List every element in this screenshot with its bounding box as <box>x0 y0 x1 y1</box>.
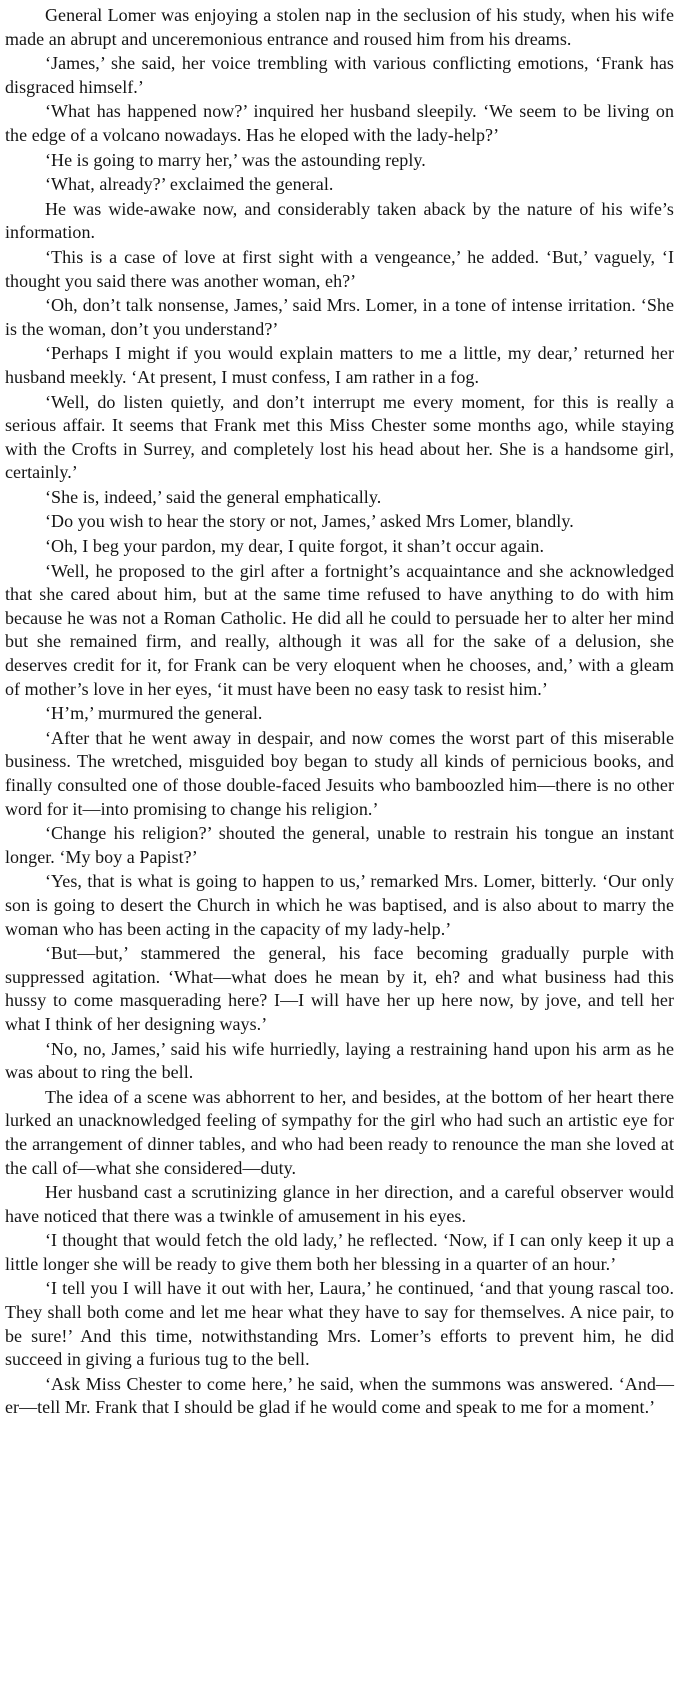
paragraph: ‘After that he went away in despair, and now comes the worst part of this miserable business. The wretched, misguided boy began to study all kinds of pernicious books, and finally consulted one of those double-faced Jesuits who bamboozled him—there is no other word for it—into promising to change his religion.’ <box>5 727 674 819</box>
paragraph: ‘Yes, that is what is going to happen to us,’ remarked Mrs. Lomer, bitterly. ‘Our only son is going to desert the Church in which he was baptised, and is also about to marry the woman who has been acting in the capacity of my lady-help.’ <box>5 871 674 939</box>
paragraph: ‘Do you wish to hear the story or not, James,’ asked Mrs Lomer, blandly. <box>45 511 574 532</box>
paragraph: ‘James,’ she said, her voice trembling with various conflicting emotions, ‘Frank has disgraced himself.’ <box>5 53 674 97</box>
paragraph: ‘No, no, James,’ said his wife hurriedly, laying a restraining hand upon his arm as he was about to ring the bell. <box>5 1038 674 1083</box>
paragraph: Her husband cast a scrutinizing glance in her direction, and a careful observer would have noticed that there was a twinkle of amusement in his eyes. <box>5 1182 674 1226</box>
paragraph: He was wide-awake now, and considerably taken aback by the nature of his wife’s information. <box>5 198 674 243</box>
paragraph: ‘What, already?’ exclaimed the general. <box>45 174 334 195</box>
paragraph: ‘Perhaps I might if you would explain matters to me a little, my dear,’ returned her husband meekly. ‘At present, I must confess, I am rather in a fog. <box>5 343 674 387</box>
paragraph: ‘She is, indeed,’ said the general emphatically. <box>45 486 382 507</box>
paragraph: ‘What has happened now?’ inquired her husband sleepily. ‘We seem to be living on the edge of a volcano nowadays. Has he eloped with the lady-help?’ <box>5 101 674 145</box>
paragraph: ‘Oh, don’t talk nonsense, James,’ said Mrs. Lomer, in a tone of intense irritation. ‘She is the woman, don’t you understand?’ <box>5 295 674 339</box>
paragraph: The idea of a scene was abhorrent to her, and besides, at the bottom of her heart there lurked an unacknowledged feeling of sympathy for the girl who had such an artistic eye for the arrangement of dinner tables, and who had been ready to renounce the man she loved at the call of—what she considered—duty. <box>5 1086 674 1178</box>
paragraph: ‘Oh, I beg your pardon, my dear, I quite forgot, it shan’t occur again. <box>45 536 545 557</box>
paragraph: ‘Change his religion?’ shouted the general, unable to restrain his tongue an instant longer. ‘My boy a Papist?’ <box>5 823 674 867</box>
paragraph: ‘But—but,’ stammered the general, his face becoming gradually purple with suppressed agitation. ‘What—what does he mean by it, eh? and what business had this hussy to come masquerading here? I—I will have her up here now, by jove, and tell her what I think of her designing ways.’ <box>5 943 674 1034</box>
paragraph: ‘Ask Miss Chester to come here,’ he said, when the summons was answered. ‘And—er—tell Mr. Frank that I should be glad if he would come and speak to me for a moment.’ <box>5 1373 674 1418</box>
paragraph: General Lomer was enjoying a stolen nap in the seclusion of his study, when his wife made an abrupt and unceremonious entrance and roused him from his dreams. <box>5 5 674 49</box>
paragraph: ‘This is a case of love at first sight with a vengeance,’ he added. ‘But,’ vaguely, ‘I thought you said there was another woman, eh?’ <box>5 246 674 291</box>
paragraph: ‘I tell you I will have it out with her, Laura,’ he continued, ‘and that young rascal too. They shall both come and let me hear what they have to say for themselves. A nice pair, to be sure!’ And this time, notwithstanding Mrs. Lomer’s efforts to prevent him, he did succeed in giving a furious tug to the bell. <box>5 1278 674 1370</box>
paragraph: ‘Well, he proposed to the girl after a fortnight’s acquaintance and she acknowledged that she cared about him, but at the same time refused to have anything to do with him because he was not a Roman Catholic. He did all he could to persuade her to alter her mind but she remained firm, and really, although it was all for the sake of a delusion, she deserves credit for it, for Frank can be very eloquent when he chooses, and,’ with a gleam of mother’s love in her eyes, ‘it must have been no easy task to resist him.’ <box>5 560 674 699</box>
paragraph: ‘He is going to marry her,’ was the astounding reply. <box>45 149 426 170</box>
paragraph: ‘Well, do listen quietly, and don’t interrupt me every moment, for this is really a serious affair. It seems that Frank met this Miss Chester some months ago, while staying with the Crofts in Surrey, and completely lost his head about her. She is a handsome girl, certainly.’ <box>5 391 674 483</box>
paragraph: ‘H’m,’ murmured the general. <box>45 703 263 724</box>
paragraph: ‘I thought that would fetch the old lady,’ he reflected. ‘Now, if I can only keep it up a little longer she will be ready to give them both her blessing in a quarter of an hour.’ <box>5 1230 674 1274</box>
